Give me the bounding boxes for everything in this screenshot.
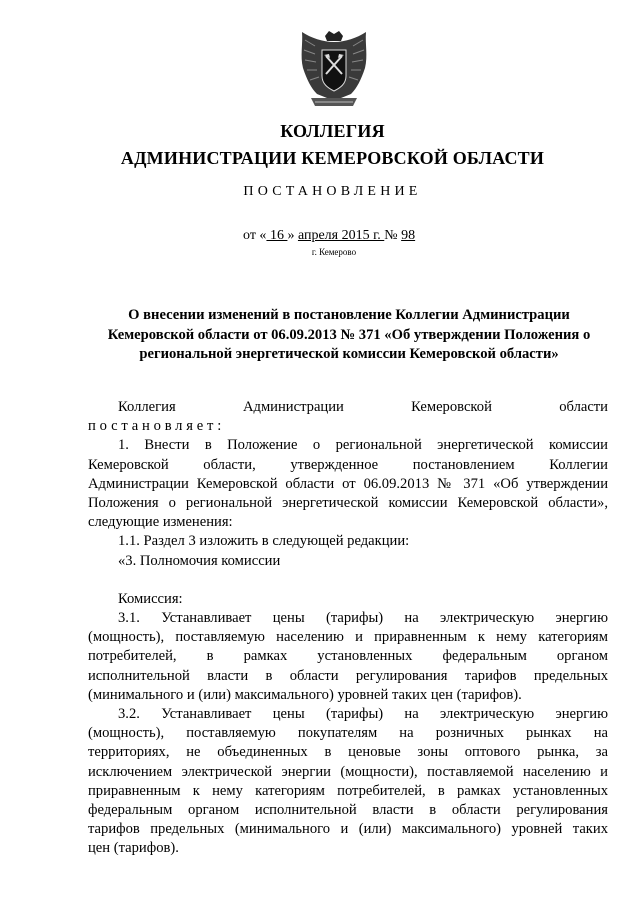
city-label: г. Кемерово (311, 247, 357, 257)
date-line (243, 228, 415, 244)
paragraph-line: «3. Полномочия комиссии (118, 552, 281, 569)
paragraph-line: территориях, не объединенных в ценовые зоны оптового рынка, за (88, 744, 608, 761)
paragraph-line: Положения о региональной энергетической комиссии Кемеровской области», (88, 494, 608, 511)
paragraph-line: тарифов предельных (минимального и (или) максимального) уровней таких (88, 821, 608, 838)
paragraph-line: приравненным к нему категориям потребителей, в рамках установленных (88, 782, 608, 799)
paragraph-line: следующие изменения: (88, 514, 233, 531)
paragraph-line: потребителей, в рамках установленных федеральным органом (88, 648, 608, 665)
paragraph-line: исключением электрической энергии (мощности), поставляемой населению и (88, 763, 608, 780)
document-title: О внесении изменений в постановление Коллегии Администрации Кемеровской области от 06.09.2013 № 371 «Об утверждении Положения о региональной энергетической комиссии Кемеровской области» (107, 307, 591, 362)
organization-line-2: АДМИНИСТРАЦИИ КЕМЕРОВСКОЙ ОБЛАСТИ (120, 148, 545, 168)
date-prefix: от « (243, 228, 267, 243)
paragraph-line: (мощность), поставляемую покупателям на розничных рынках на (88, 725, 608, 742)
date-mid: » (287, 228, 298, 243)
paragraph-line: Комиссия: (118, 590, 183, 607)
paragraph-line: цен (тарифов). (88, 840, 179, 857)
paragraph-line: 1. Внести в Положение о региональной энергетической комиссии (118, 437, 608, 454)
paragraph-line: 3.2. Устанавливает цены (тарифы) на электрическую энергию (118, 706, 608, 722)
coat-of-arms-emblem (297, 30, 371, 110)
paragraph-line: Кемеровской области, утвержденное постановлением Коллегии (88, 456, 608, 473)
blank-line (88, 571, 608, 590)
document-type: ПОСТАНОВЛЕНИЕ (243, 184, 422, 199)
date-day: 16 (266, 228, 288, 243)
paragraph-line: 3.1. Устанавливает цены (тарифы) на электрическую энергию (118, 610, 608, 627)
date-month-year: апреля 2015 г. (297, 228, 385, 243)
number-prefix: № (384, 228, 402, 243)
paragraph-line: постановляет: (88, 418, 226, 435)
paragraph-line: Коллегия Администрации Кемеровской области (118, 399, 608, 415)
paragraph-line: 1.1. Раздел 3 изложить в следующей редакции: (118, 533, 410, 550)
paragraph-line: исполнительной власти в области регулирования тарифов предельных (88, 667, 608, 684)
body-text (88, 398, 608, 859)
organization-line-1: КОЛЛЕГИЯ (280, 121, 385, 141)
paragraph-line: Администрации Кемеровской области от 06.09.2013 № 371 «Об утверждении (88, 475, 608, 492)
paragraph-line: (минимального и (или) максимального) уровней таких цен (тарифов). (88, 686, 522, 703)
paragraph-line: (мощность), поставляемую населению и приравненным к нему категориям (88, 629, 608, 646)
document-number: 98 (401, 228, 416, 243)
paragraph-line: федеральным органом исполнительной власти в области регулирования (88, 801, 608, 818)
